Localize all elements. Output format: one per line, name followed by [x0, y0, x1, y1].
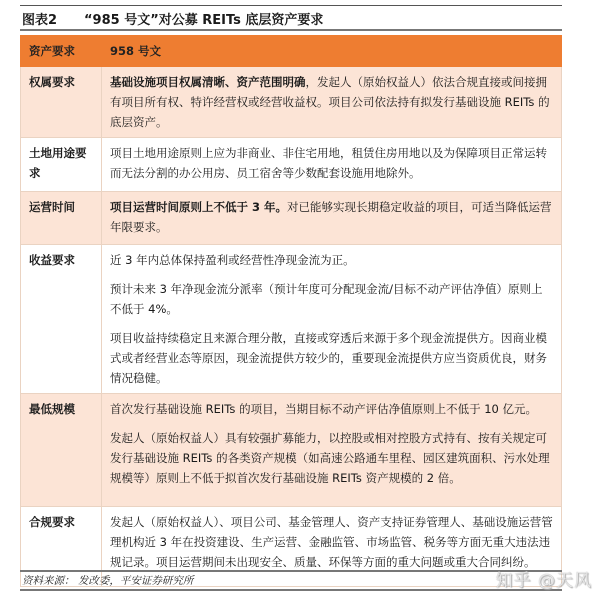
- bold-text: 基础设施项目权属清晰、资产范围明确: [110, 75, 306, 89]
- body-text: 项目土地用途原则上应为非商业、非住宅用地，租赁住房用地以及为保障项目正常运转而无法分割的办公用房、员工宿舍等少数配套设施用地除外。: [110, 146, 547, 180]
- row-key: 运营时间: [21, 192, 102, 245]
- figure-title-bar: [20, 5, 562, 31]
- table-row: [21, 394, 562, 507]
- source-footer: [20, 570, 562, 591]
- body-text: 项目收益持续稳定且来源合理分散，直接或穿透后来源于多个现金流提供方。因商业模式或者经营业态等原因，现金流提供方较少的，重要现金流提供方应当资质优良，财务情况稳健。: [110, 331, 547, 385]
- table-row: [21, 138, 562, 192]
- source-note: 资料来源： 发改委，平安证券研究所: [22, 575, 194, 587]
- table-row: [21, 67, 562, 138]
- row-paragraph: [110, 279, 553, 319]
- row-paragraph: [110, 512, 553, 572]
- row-value: [102, 67, 562, 138]
- figure-title: “985 号文”对公募 REITs 底层资产要求: [84, 13, 324, 28]
- row-key: 权属要求: [21, 67, 102, 138]
- row-paragraph: [110, 250, 553, 270]
- row-value: [102, 245, 562, 394]
- body-text: 发起人（原始权益人）、项目公司、基金管理人、资产支持证券管理人、基础设施运营管理机构近 3 年在投资建设、生产运营、金融监管、市场监管、税务等方面无重大违法违规记录。项目运营期间未出现安全、质量、环保等方面的重大问题或重大合同纠纷。: [110, 515, 553, 569]
- header-key-cell: 资产要求: [21, 36, 102, 67]
- row-key: 合规要求: [21, 507, 102, 587]
- bold-text: 项目运营时间原则上不低于 3 年。: [110, 200, 288, 214]
- table-row: [21, 192, 562, 245]
- row-value: [102, 192, 562, 245]
- row-paragraph: [110, 72, 553, 132]
- row-key: 收益要求: [21, 245, 102, 394]
- row-paragraph: [110, 428, 553, 488]
- row-paragraph: [110, 143, 553, 183]
- row-paragraph: [110, 399, 553, 419]
- row-paragraph: [110, 328, 553, 388]
- watermark: 知乎 @天风: [495, 571, 592, 591]
- body-text: ，发起人（原始权益人）依法合规直接或间接拥有项目所有权、特许经营权或经营收益权。项目公司依法持有拟发行基础设施 REITs 的底层资产。: [110, 75, 550, 129]
- requirements-table: [20, 35, 562, 587]
- table-row: [21, 245, 562, 394]
- row-value: [102, 394, 562, 507]
- table-header-row: [21, 36, 562, 67]
- body-text: 发起人（原始权益人）具有较强扩募能力，以控股或相对控股方式持有、按有关规定可发行基础设施 REITs 的各类资产规模（如高速公路通车里程、园区建筑面积、污水处理规模等）原则上不低于拟首次发行基础设施 REITs 资产规模的 2 倍。: [110, 431, 550, 485]
- row-value: [102, 138, 562, 192]
- body-text: 对已能够实现长期稳定收益的项目，可适当降低运营年限要求。: [110, 200, 552, 234]
- body-text: 首次发行基础设施 REITs 的项目，当期目标不动产评估净值原则上不低于 10 亿元。: [110, 402, 538, 416]
- body-text: 近 3 年内总体保持盈利或经营性净现金流为正。: [110, 253, 355, 267]
- row-key: 最低规模: [21, 394, 102, 507]
- figure-label: 图表2: [22, 13, 58, 28]
- row-paragraph: [110, 197, 553, 237]
- header-value-cell: 958 号文: [102, 36, 562, 67]
- body-text: 预计未来 3 年净现金流分派率（预计年度可分配现金流/目标不动产评估净值）原则上不低于 4%。: [110, 282, 543, 316]
- row-key: 土地用途要求: [21, 138, 102, 192]
